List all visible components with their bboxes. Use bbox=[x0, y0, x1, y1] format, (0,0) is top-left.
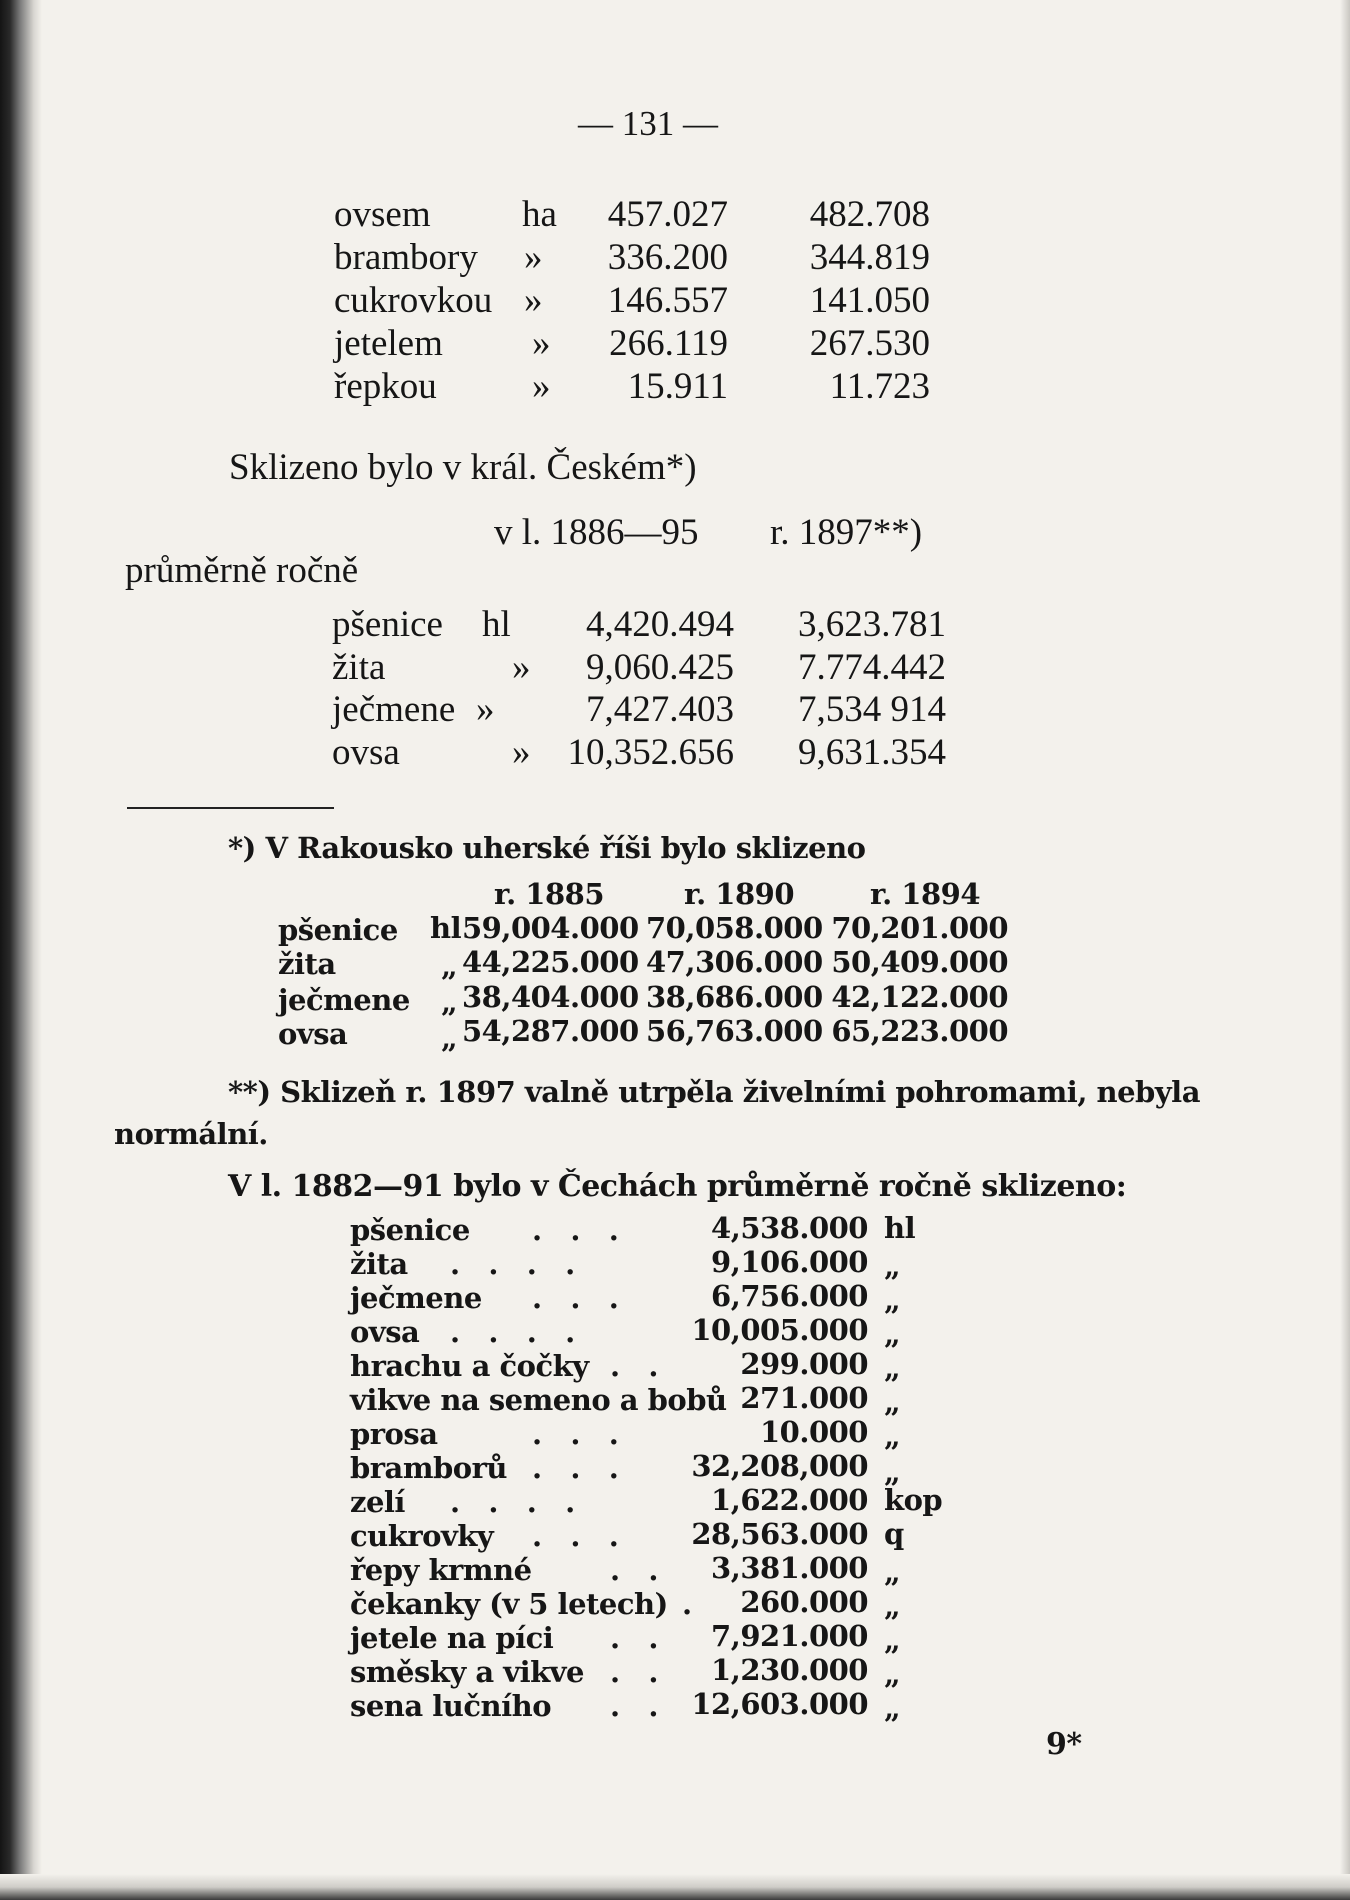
table1-crop: ovsem bbox=[334, 194, 431, 235]
list-item-value: 1,230.000 bbox=[711, 1653, 868, 1687]
table1-value-2: 141.050 bbox=[809, 280, 930, 321]
footnote1-value: 47,306.000 bbox=[646, 945, 823, 979]
list-item-crop: ovsa bbox=[350, 1315, 420, 1349]
section2-row-label: průměrně ročně bbox=[125, 550, 359, 591]
list-item-unit: „ bbox=[884, 1419, 901, 1453]
list-item-crop: prosa bbox=[350, 1417, 438, 1451]
list-item-dots: . . bbox=[610, 1349, 658, 1383]
ditto-mark: „ bbox=[441, 949, 458, 983]
list-item-dots: . . . . bbox=[450, 1315, 575, 1349]
list-item-value: 4,538.000 bbox=[711, 1211, 868, 1245]
section2-heading: Sklizeno bylo v král. Českém*) bbox=[229, 447, 697, 488]
footnote1-value: 44,225.000 bbox=[462, 945, 639, 979]
list-item-value: 32,208,000 bbox=[691, 1449, 868, 1483]
footnote1-value: 42,122.000 bbox=[831, 980, 1008, 1014]
list-item-dots: . . . bbox=[532, 1213, 619, 1247]
list-item-unit: „ bbox=[884, 1623, 901, 1657]
footnote1-crop: ječmene bbox=[278, 983, 410, 1017]
table2-value-2: 9,631.354 bbox=[798, 732, 946, 773]
page-number: — 131 — bbox=[578, 104, 718, 143]
list-item-unit: „ bbox=[884, 1691, 901, 1725]
table2-crop: ječmene bbox=[332, 689, 456, 730]
signature-mark: 9* bbox=[1046, 1727, 1082, 1762]
list-item-crop: jetele na píci bbox=[350, 1621, 554, 1655]
footnote1-value: 38,404.000 bbox=[462, 980, 639, 1014]
list-item-dots: . . bbox=[610, 1621, 658, 1655]
table2-value-2: 7,534 914 bbox=[798, 689, 946, 730]
table2-value-1: 4,420.494 bbox=[586, 604, 734, 645]
list-item-crop: ječmene bbox=[350, 1281, 482, 1315]
table1-value-2: 344.819 bbox=[809, 237, 930, 278]
list-item-value: 7,921.000 bbox=[711, 1619, 868, 1653]
table2-value-2: 3,623.781 bbox=[798, 604, 946, 645]
footnote1-value: 65,223.000 bbox=[831, 1014, 1008, 1048]
ditto-mark: » bbox=[512, 647, 531, 688]
list-item-crop: cukrovky bbox=[350, 1519, 494, 1553]
list-item-dots: . . . bbox=[532, 1519, 619, 1553]
list-item-crop: hrachu a čočky bbox=[350, 1349, 589, 1383]
list-item-crop: čekanky (v 5 letech) bbox=[350, 1587, 668, 1621]
list-item-unit: q bbox=[884, 1517, 904, 1551]
list-item-crop: sena lučního bbox=[350, 1689, 552, 1723]
footnote1-crop: pšenice bbox=[278, 913, 398, 947]
list-item-value: 299.000 bbox=[740, 1347, 868, 1381]
list-item-unit: „ bbox=[884, 1589, 901, 1623]
table1-value-1: 146.557 bbox=[607, 280, 728, 321]
table2-value-1: 10,352.656 bbox=[567, 732, 734, 773]
ditto-mark: „ bbox=[441, 1021, 458, 1055]
ditto-mark: » bbox=[476, 689, 495, 730]
list-item-value: 12,603.000 bbox=[691, 1687, 868, 1721]
footnote1-unit: hl bbox=[430, 911, 462, 945]
footnote1-value: 59,004.000 bbox=[462, 911, 639, 945]
list-item-crop: žita bbox=[350, 1247, 408, 1281]
section2-col-header-1: v l. 1886—95 bbox=[494, 512, 699, 553]
list-item-crop: bramborů bbox=[350, 1451, 508, 1485]
list-item-dots: . . bbox=[610, 1553, 658, 1587]
list-item-value: 9,106.000 bbox=[711, 1245, 868, 1279]
section3-heading: V l. 1882—91 bylo v Čechách průměrně ročně sklizeno: bbox=[228, 1169, 1127, 1204]
ditto-mark: » bbox=[532, 366, 551, 407]
footnote1-text: *) V Rakousko uherské říši bylo sklizeno bbox=[228, 831, 866, 865]
list-item-dots: . . . . bbox=[450, 1247, 575, 1281]
page-edge-bottom bbox=[0, 1874, 1350, 1900]
table1-value-1: 15.911 bbox=[627, 366, 728, 407]
list-item-unit: „ bbox=[884, 1455, 901, 1489]
list-item-unit: „ bbox=[884, 1657, 901, 1691]
footnote-divider bbox=[127, 807, 334, 809]
list-item-value: 6,756.000 bbox=[711, 1279, 868, 1313]
list-item-unit: „ bbox=[884, 1249, 901, 1283]
list-item-value: 28,563.000 bbox=[691, 1517, 868, 1551]
list-item-value: 10,005.000 bbox=[691, 1313, 868, 1347]
footnote1-col-header: r. 1885 bbox=[494, 877, 605, 911]
ditto-mark: „ bbox=[441, 985, 458, 1019]
table2-unit: hl bbox=[482, 604, 511, 645]
table1-value-2: 11.723 bbox=[829, 366, 930, 407]
list-item-dots: . . bbox=[610, 1655, 658, 1689]
list-item-dots: . . . bbox=[532, 1417, 619, 1451]
footnote1-value: 54,287.000 bbox=[462, 1014, 639, 1048]
table2-crop: žita bbox=[332, 647, 386, 688]
footnote2-line1: **) Sklizeň r. 1897 valně utrpěla živelními pohromami, nebyla bbox=[228, 1075, 1200, 1109]
ditto-mark: » bbox=[512, 732, 531, 773]
list-item-crop: zelí bbox=[350, 1485, 405, 1519]
table2-value-1: 9,060.425 bbox=[586, 647, 734, 688]
list-item-unit: „ bbox=[884, 1351, 901, 1385]
table1-value-2: 482.708 bbox=[809, 194, 930, 235]
table2-value-2: 7.774.442 bbox=[798, 647, 946, 688]
table1-unit: ha bbox=[522, 194, 557, 235]
footnote1-col-header: r. 1890 bbox=[684, 877, 795, 911]
footnote1-value: 56,763.000 bbox=[646, 1014, 823, 1048]
table2-value-1: 7,427.403 bbox=[586, 689, 734, 730]
table1-crop: jetelem bbox=[334, 323, 443, 364]
list-item-unit: „ bbox=[884, 1283, 901, 1317]
table1-value-1: 457.027 bbox=[607, 194, 728, 235]
table2-crop: pšenice bbox=[332, 604, 443, 645]
list-item-value: 3,381.000 bbox=[711, 1551, 868, 1585]
list-item-value: 10.000 bbox=[760, 1415, 868, 1449]
list-item-value: 271.000 bbox=[740, 1381, 868, 1415]
list-item-dots: . . . . bbox=[450, 1485, 575, 1519]
footnote1-value: 38,686.000 bbox=[646, 980, 823, 1014]
table1-crop: řepkou bbox=[334, 366, 437, 407]
list-item-dots: . . bbox=[610, 1689, 658, 1723]
list-item-dots: . . . bbox=[532, 1281, 619, 1315]
footnote1-crop: žita bbox=[278, 947, 336, 981]
footnote1-value: 50,409.000 bbox=[831, 945, 1008, 979]
table2-crop: ovsa bbox=[332, 732, 400, 773]
list-item-dots: . bbox=[682, 1587, 692, 1621]
footnote1-value: 70,201.000 bbox=[831, 911, 1008, 945]
table1-value-1: 266.119 bbox=[609, 323, 728, 364]
list-item-crop: směsky a vikve bbox=[350, 1655, 584, 1689]
list-item-crop: vikve na semeno a bobů bbox=[350, 1383, 727, 1417]
table1-value-2: 267.530 bbox=[809, 323, 930, 364]
footnote1-value: 70,058.000 bbox=[646, 911, 823, 945]
list-item-unit: „ bbox=[884, 1317, 901, 1351]
list-item-crop: řepy krmné bbox=[350, 1553, 532, 1587]
footnote2-line2: normální. bbox=[114, 1117, 268, 1151]
list-item-unit: „ bbox=[884, 1385, 901, 1419]
page-edge-left bbox=[0, 0, 42, 1900]
ditto-mark: » bbox=[524, 237, 543, 278]
ditto-mark: » bbox=[532, 323, 551, 364]
section2-col-header-2: r. 1897**) bbox=[770, 512, 923, 553]
page-edge-right bbox=[1340, 0, 1350, 1900]
list-item-unit: hl bbox=[884, 1211, 916, 1245]
ditto-mark: » bbox=[524, 280, 543, 321]
list-item-unit: „ bbox=[884, 1555, 901, 1589]
list-item-value: 260.000 bbox=[740, 1585, 868, 1619]
list-item-dots: . . . bbox=[532, 1451, 619, 1485]
table1-value-1: 336.200 bbox=[607, 237, 728, 278]
list-item-crop: pšenice bbox=[350, 1213, 470, 1247]
footnote1-col-header: r. 1894 bbox=[870, 877, 981, 911]
table1-crop: cukrovkou bbox=[334, 280, 493, 321]
footnote1-crop: ovsa bbox=[278, 1017, 348, 1051]
list-item-unit: kop bbox=[884, 1483, 943, 1517]
table1-crop: brambory bbox=[334, 237, 478, 278]
list-item-value: 1,622.000 bbox=[711, 1483, 868, 1517]
